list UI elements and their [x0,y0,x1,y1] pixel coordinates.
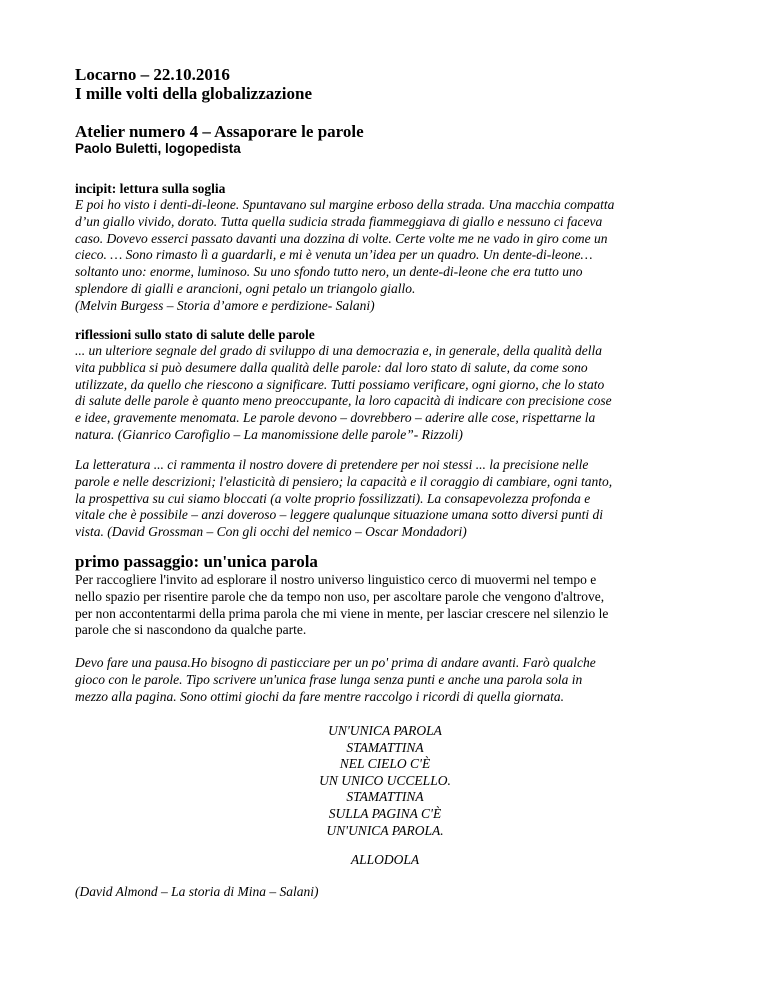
text-line: (Melvin Burgess – Storia d’amore e perdizione- Salani) [75,297,375,313]
header-event-title: I mille volti della globalizzazione [75,84,313,103]
quote-carofiglio [75,343,695,444]
text-line: La letteratura ... ci rammenta il nostro dovere di pretendere per noi stessi ... la precisione nelle [75,457,589,472]
text-line: d’un giallo vivido, dorato. Tutta quella sudicia strada fiammeggiava di giallo e nessuno ci faceva [75,213,603,229]
text-line: utilizzate, da quello che riescono a significare. Tutti possiamo verificare, ogni giorno, che lo stato [75,376,605,392]
incipit-label: incipit: lettura sulla soglia [75,181,226,196]
poem-line: UN UNICO UCCELLO. [319,772,451,788]
text-line: Devo fare una pausa.Ho bisogno di pasticciare per un po' prima di andare avanti. Farò qualche [75,655,596,670]
text-line: per non accontentarmi della prima parola che mi viene in mente, per lasciar crescere nel silenzio le [75,605,609,621]
poem-line: UN'UNICA PAROLA. [326,822,444,838]
poem-single-word: ALLODOLA [350,852,420,867]
poem-line: UN'UNICA PAROLA [328,723,442,738]
text-line: cieco. … Sono rimasto lì a guardarli, e mi è venuta un’idea per un quadro. Un dente-di-leone… [75,247,593,263]
text-line: la prospettiva su cui siamo bloccati (a volte proprio fossilizzati). La consapevolezza profonda e [75,490,591,506]
atelier-title: Atelier numero 4 – Assaporare le parole [75,122,364,141]
poem-line: SULLA PAGINA C'È [328,805,442,821]
text-line: ... un ulteriore segnale del grado di sviluppo di una democrazia e, in generale, della qualità della [75,343,603,358]
text-line: vista. (David Grossman – Con gli occhi del nemico – Oscar Mondadori) [75,524,467,540]
incipit-section [75,180,695,315]
text-line: soltanto uno: enorme, luminoso. Su uno sfondo tutto nero, un dente-di-leone che era tutto uno [75,264,583,280]
poem-line: NEL CIELO C'È [339,756,431,772]
text-line: vitale che è possibile – anzi doveroso – leggere qualunque situazione umana sotto diversi punti di [75,507,604,523]
incipit-text [75,197,695,315]
text-line: Per raccogliere l'invito ad esplorare il nostro universo linguistico cerco di muovermi nel tempo e [75,572,597,587]
header-place-date: Locarno – 22.10.2016 [75,65,230,84]
text-line: E poi ho visto i denti-di-leone. Spuntavano sul margine erboso della strada. Una macchia compatta [75,197,615,212]
text-line: vita pubblica si può desumere dalla qualità delle parole: dal loro stato di salute, da come sono [75,359,588,375]
quote-grossman [75,457,695,541]
text-line: natura. (Gianrico Carofiglio – La manomissione delle parole”- Rizzoli) [75,426,463,442]
text-line: parole e nelle descrizioni; l'elasticità di pensiero; la capacità e il coraggio di cambiare, ogni tanto, [75,473,613,489]
atelier-author: Paolo Buletti, logopedista [75,141,241,156]
poem [75,723,695,839]
riflessioni-label: riflessioni sullo stato di salute delle parole [75,327,315,342]
passaggio-italic-paragraph [75,655,695,705]
text-line: di salute delle parole è quanto meno preoccupante, la loro capacità di indicare con precisione cose [75,393,612,409]
poem-line: STAMATTINA [346,789,424,805]
text-line: e idee, gravemente menomata. Le parole devono – dovrebbero – aderire alle cose, rispettarne la [75,410,596,426]
text-line: splendore di gialli e arancioni, ogni petalo un triangolo giallo. [75,280,416,296]
section-heading: primo passaggio: un'unica parola [75,552,318,571]
passaggio-paragraph [75,572,695,639]
text-line: nello spazio per risentire parole che da tempo non uso, per ascoltare parole che vengono d'altrove, [75,588,605,604]
poem-line: STAMATTINA [346,739,424,755]
text-line: caso. Dovevo esserci passato davanti una dozzina di volte. Certe volte me ne vado in giro come un [75,230,608,246]
citation-almond: (David Almond – La storia di Mina – Salani) [75,884,319,899]
text-line: gioco con le parole. Tipo scrivere un'unica frase lunga senza punti e anche una parola sola in [75,671,583,687]
text-line: parole che si nascondono da qualche parte. [75,622,307,638]
passaggio-section [75,552,695,639]
text-line: mezzo alla pagina. Sono ottimi giochi da fare mentre raccolgo i ricordi di quella giornata. [75,688,564,704]
riflessioni-section [75,326,695,444]
document-header [75,65,312,103]
